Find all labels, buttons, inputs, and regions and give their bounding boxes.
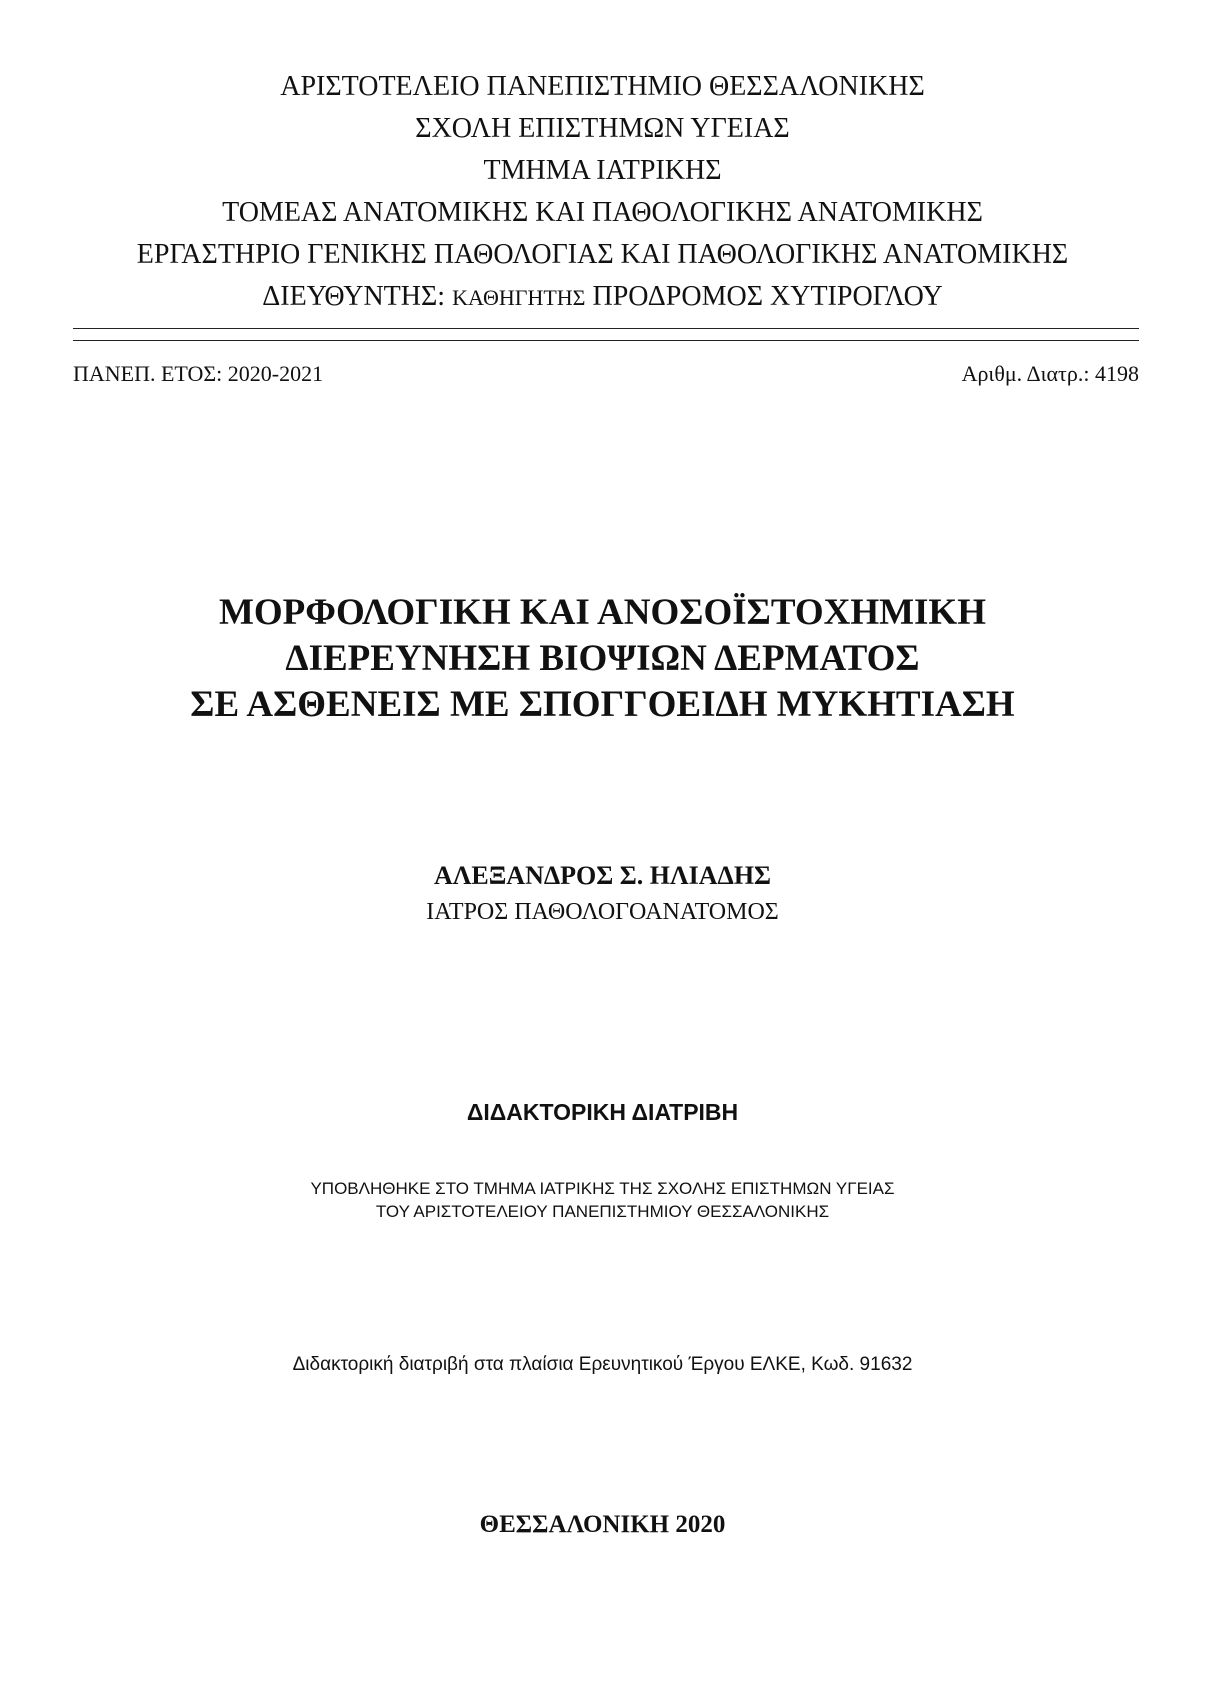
academic-year: ΠΑΝΕΠ. ΕΤΟΣ: 2020-2021 [73,361,324,386]
title-line-2: ΔΙΕΡΕΥΝΗΣΗ ΒΙΟΨΙΩΝ ΔΕΡΜΑΤΟΣ [285,638,920,679]
director-label: ΔΙΕΥΘΥΝΤΗΣ: [262,281,446,312]
thesis-title [0,590,1205,728]
submission-line-2: ΤΟΥ ΑΡΙΣΤΟΤΕΛΕΙΟΥ ΠΑΝΕΠΙΣΤΗΜΙΟΥ ΘΕΣΣΑΛΟΝΙΚΗΣ [375,1202,830,1221]
director-title: ΚΑΘΗΓΗΤΗΣ [452,285,586,310]
place-date: ΘΕΣΣΑΛΟΝΙΚΗ 2020 [479,1511,726,1538]
title-line-1: ΜΟΡΦΟΛΟΓΙΚΗ ΚΑΙ ΑΝΟΣΟΪΣΤΟΧΗΜΙΚΗ [218,592,986,633]
header-divider-top [73,328,1139,329]
laboratory-name: ΕΡΓΑΣΤΗΡΙΟ ΓΕΝΙΚΗΣ ΠΑΘΟΛΟΓΙΑΣ ΚΑΙ ΠΑΘΟΛΟΓΙΚΗΣ ΑΝΑΤΟΜΙΚΗΣ [136,239,1069,270]
director-name: ΠΡΟΔΡΟΜΟΣ ΧΥΤΙΡΟΓΛΟΥ [592,281,943,312]
author-name: ΑΛΕΞΑΝΔΡΟΣ Σ. ΗΛΙΑΔΗΣ [433,861,772,890]
submission-statement [0,1177,1205,1223]
author-block [0,858,1205,930]
title-line-3: ΣΕ ΑΣΘΕΝΕΙΣ ΜΕ ΣΠΟΓΓΟΕΙΔΗ ΜΥΚΗΤΙΑΣΗ [190,684,1015,725]
institution-header [0,66,1205,319]
submission-line-1: ΥΠΟΒΛΗΘΗΚΕ ΣΤΟ ΤΜΗΜΑ ΙΑΤΡΙΚΗΣ ΤΗΣ ΣΧΟΛΗΣ ΕΠΙΣΤΗΜΩΝ ΥΓΕΙΑΣ [310,1179,895,1198]
school-name: ΣΧΟΛΗ ΕΠΙΣΤΗΜΩΝ ΥΓΕΙΑΣ [415,113,790,144]
thesis-type: ΔΙΔΑΚΤΟΡΙΚΗ ΔΙΑΤΡΙΒΗ [466,1099,739,1125]
university-name: ΑΡΙΣΤΟΤΕΛΕΙΟ ΠΑΝΕΠΙΣΤΗΜΙΟ ΘΕΣΣΑΛΟΝΙΚΗΣ [280,71,925,102]
sector-name: ΤΟΜΕΑΣ ΑΝΑΤΟΜΙΚΗΣ ΚΑΙ ΠΑΘΟΛΟΓΙΚΗΣ ΑΝΑΤΟΜΙΚΗΣ [222,197,983,228]
department-name: ΤΜΗΜΑ ΙΑΤΡΙΚΗΣ [483,155,722,186]
author-role: ΙΑΤΡΟΣ ΠΑΘΟΛΟΓΟΑΝΑΤΟΜΟΣ [426,899,779,925]
director-line [0,276,1205,319]
thesis-number: Αριθμ. Διατρ.: 4198 [961,361,1139,386]
funding-note: Διδακτορική διατριβή στα πλαίσια Ερευνητικού Έργου ΕΛΚΕ, Κωδ. 91632 [292,1354,913,1375]
header-divider-bottom [73,340,1139,341]
